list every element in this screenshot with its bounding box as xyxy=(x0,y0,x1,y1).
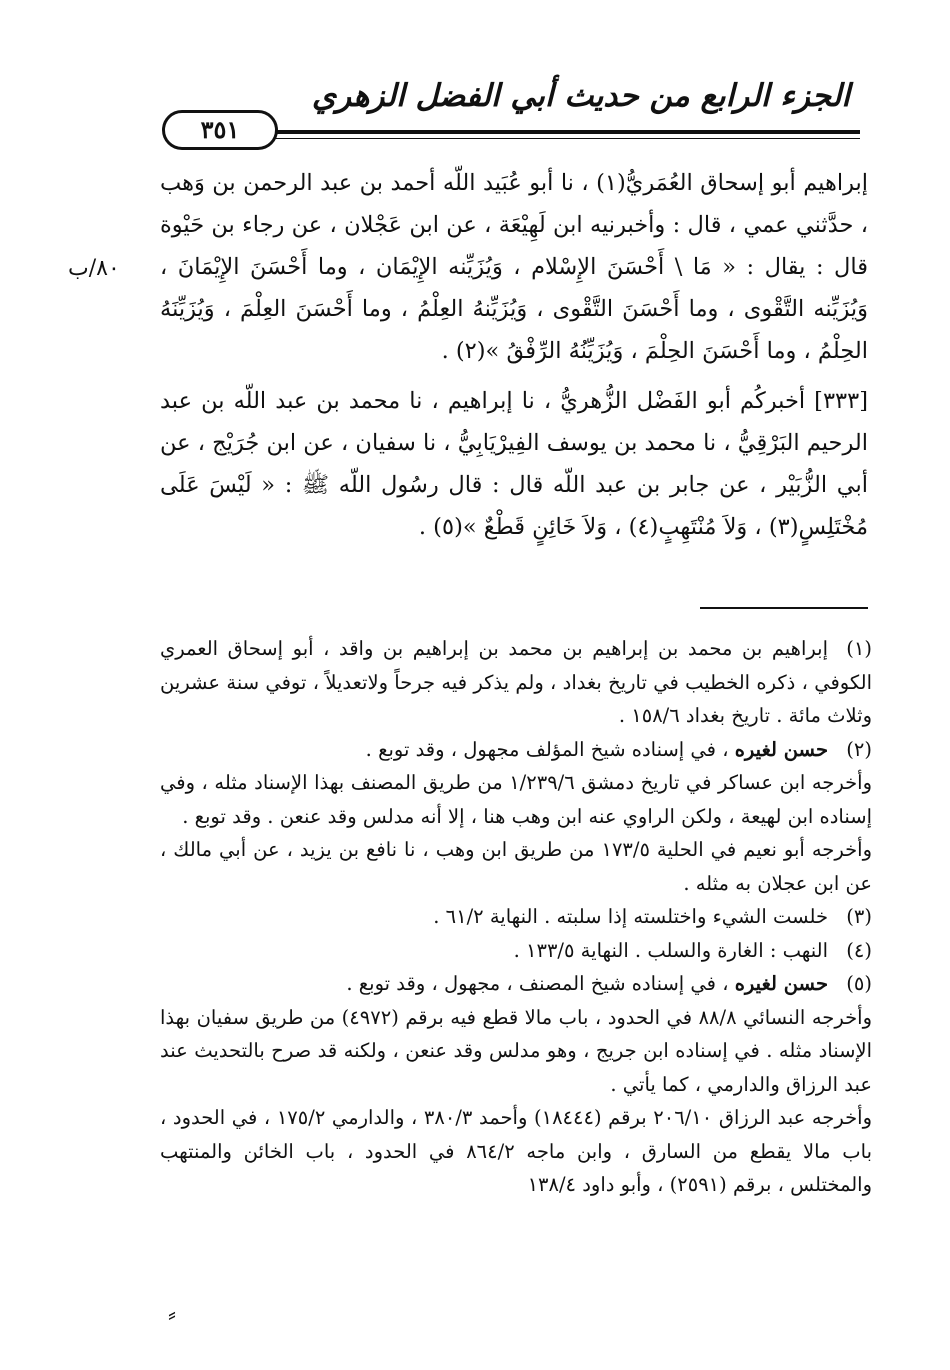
footnote-text: النهب : الغارة والسلب . النهاية ١٣٣/٥ . xyxy=(513,938,828,962)
running-title: الجزء الرابع من حديث أبي الفضل الزهري xyxy=(311,78,850,114)
footnote-separator xyxy=(700,607,868,609)
footnote-number: (٣) xyxy=(846,905,872,928)
footnote-continuation: وأخرجه عبد الرزاق ٢٠٦/١٠ برقم (١٨٤٤٤) وأحمد ٣٨٠/٣ ، والدارمي ١٧٥/٢ ، في الحدود ، باب مالا يقطع من السارق ، وابن ماجه ٨٦٤/٢ في الحدود ، باب الخائن والمنتهب والمختلس ، برقم (٢٥٩١) ، وأبو داود ١٣٨/٤ xyxy=(160,1106,872,1196)
catchword-mark: ⸗ xyxy=(168,1300,176,1328)
footnote-number: (٤) xyxy=(846,938,872,962)
footnote-continuation: وأخرجه النسائي ٨٨/٨ في الحدود ، باب مالا قطع فيه برقم (٤٩٧٢) من طريق سفيان بهذا الإسناد مثله . في إسناده ابن جريج ، وهو مدلس وقد عنعن ، ولكنه قد صرح بالتحديث عند عبد الرزاق والدارمي ، كما يأتي . xyxy=(160,1005,872,1096)
footnote xyxy=(160,733,872,767)
footnote-text: إبراهيم بن محمد بن إبراهيم بن محمد بن إبراهيم بن واقد ، أبو إسحاق العمري الكوفي ، ذكره الخطيب في تاريخ بغداد ، ولم يذكر فيه جرحاً ولاتعديلاً ، توفي سنة عشرين وثلاث مائة . تاريخ بغداد ١٥٨/٦ . xyxy=(160,637,872,727)
manuscript-folio-note: ٨٠/ب xyxy=(68,256,120,281)
footnote xyxy=(160,632,872,733)
footnote-grade: حسن لغيره xyxy=(734,972,828,995)
footnote-text: ، في إسناده شيخ المصنف ، مجهول ، وقد توبع . xyxy=(346,972,729,995)
footnote-grade: حسن لغيره xyxy=(734,737,828,761)
footnote-continuation: وأخرجه ابن عساكر في تاريخ دمشق ١/٢٣٩/٦ من طريق المصنف بهذا الإسناد مثله ، وفي إسناده ابن لهيعة ، ولكن الراوي عنه ابن وهب هنا ، إلا أنه مدلس وقد عنعن . وقد توبع . xyxy=(160,771,872,828)
footnote-continuation: وأخرجه أبو نعيم في الحلية ١٧٣/٥ من طريق ابن وهب ، نا نافع بن يزيد ، عن أبي مالك ، عن ابن عجلان به مثله . xyxy=(160,838,872,895)
footnote xyxy=(160,967,872,1001)
main-text xyxy=(160,162,868,548)
footnotes xyxy=(160,632,872,1202)
footnote xyxy=(160,934,872,968)
footnote xyxy=(160,900,872,934)
footnote-number: (٥) xyxy=(846,972,872,995)
hadith-paragraph: [٣٣٣] أخبركُم أبو الفَضْل الزُّهريُّ ، نا إبراهيم ، نا محمد بن عبد اللّه بن عبد الرحيم البَرْقِيُّ ، نا محمد بن يوسف الفِيرْيَابِيُّ ، نا سفيان ، عن ابن جُرَيْج ، عن أبي الزُّبَيْر ، عن جابر بن عبد اللّه قال : قال رسُول اللّه ﷺ : « لَيْسَ عَلَى مُخْتَلِسٍ(٣) ، وَلاَ مُنْتَهِبٍ(٤) ، وَلاَ خَائِنٍ قَطْعٌ »(٥) . xyxy=(160,388,868,540)
header-rule xyxy=(268,130,860,134)
footnote-text: خلست الشيء واختلسته إذا سلبته . النهاية ٦١/٢ . xyxy=(433,905,828,928)
header-rule-thin xyxy=(268,138,860,139)
main-paragraph: إبراهيم أبو إسحاق العُمَريُّ(١) ، نا أبو عُبَيد اللّه أحمد بن عبد الرحمن بن وَهب ، حدَّثني عمي ، قال : وأخبرنيه ابن لَهِيْعَة ، عن ابن عَجْلان ، عن رجاء بن حَيْوة قال : يقال : « مَا \ أَحْسَنَ الإِسْلام ، وَيُزَيِّنه الإِيْمَان ، وما أَحْسَنَ الإِيْمَانَ ، وَيُزَيِّنه التَّقْوى ، وما أَحْسَنَ التَّقْوى ، وَيُزَيِّنهُ العِلْمُ ، وما أَحْسَنَ العِلْمَ ، وَيُزَيِّنَهُ الحِلْمُ ، وما أَحْسَنَ الحِلْمَ ، وَيُزَيِّنُهُ الرِّفْقُ »(٢) . xyxy=(160,170,868,364)
footnote-number: (١) xyxy=(846,637,872,660)
page-number: ٣٥١ xyxy=(162,110,278,150)
footnote-text: ، في إسناده شيخ المؤلف مجهول ، وقد توبع . xyxy=(365,737,729,761)
page-header xyxy=(150,70,860,150)
footnote-number: (٢) xyxy=(846,737,872,761)
